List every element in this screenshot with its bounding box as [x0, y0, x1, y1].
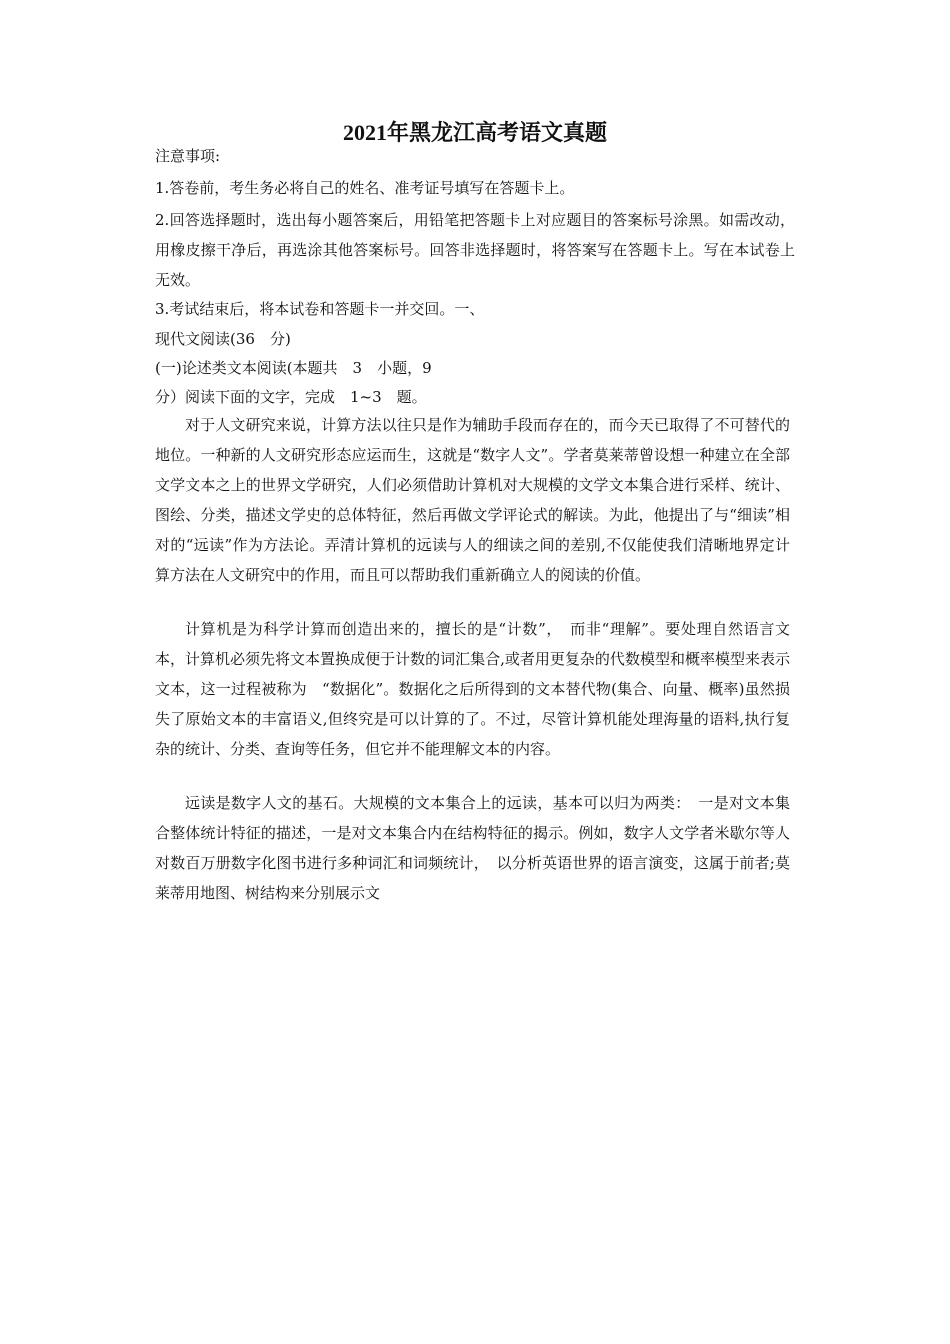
body-paragraph-2: 计算机是为科学计算而创造出来的，擅长的是“计数”， 而非“理解”。要处理自然语言文本，计算机必须先将文本置换成便于计数的词汇集合,或者用更复杂的代数模型和概率模型来表示文本，这一过程被称为 “数据化”。数据化之后所得到的文本替代物(集合、向量、概率)虽然损失了原始文本的丰富语义,但终究是可以计算的了。不过，尽管计算机能处理海量的语料,执行复杂的统计、分类、查询等任务，但它并不能理解文本的内容。	[155, 620, 790, 758]
body-paragraph-1: 对于人文研究来说，计算方法以往只是作为辅助手段而存在的，而今天已取得了不可替代的地位。一种新的人文研究形态应运而生，这就是“数字人文”。学者莫莱蒂曾设想一种建立在全部文学文本之上的世界文学研究，人们必须借助计算机对大规模的文学文本集合进行采样、统计、图绘、分类，描述文学史的总体特征，然后再做文学评论式的解读。为此，他提出了与“细读”相对的“远读”作为方法论。弄清计算机的远读与人的细读之间的差别,不仅能使我们清晰地界定计算方法在人文研究中的作用，而且可以帮助我们重新确立人的阅读的价值。	[155, 416, 790, 584]
note-item-3: 3.考试结束后，将本试卷和答题卡一并交回。一、	[155, 300, 485, 318]
subsection-heading-line-1: (一)论述类文本阅读(本题共 3 小题，9	[155, 359, 432, 377]
subsection-heading-line-2: 分）阅读下面的文字，完成 1~3 题。	[155, 388, 427, 406]
section-heading: 现代文阅读(36 分)	[155, 330, 291, 348]
note-item-1: 1.答卷前，考生务必将自己的姓名、准考证号填写在答题卡上。	[155, 179, 575, 197]
page-title: 2021年黑龙江高考语文真题	[342, 120, 607, 145]
note-item-2: 2.回答选择题时，选出每小题答案后，用铅笔把答题卡上对应题目的答案标号涂黑。如需改动，用橡皮擦干净后，再选涂其他答案标号。回答非选择题时，将答案写在答题卡上。写在本试卷上无效。	[155, 211, 795, 289]
body-paragraph-3: 远读是数字人文的基石。大规模的文本集合上的远读，基本可以归为两类： 一是对文本集合整体统计特征的描述，一是对文本集合内在结构特征的揭示。例如，数字人文学者米歇尔等人对数百万册数字化图书进行多种词汇和词频统计， 以分析英语世界的语言演变，这属于前者;莫莱蒂用地图、树结构来分别展示文	[155, 794, 790, 902]
notes-heading: 注意事项:	[155, 147, 221, 165]
